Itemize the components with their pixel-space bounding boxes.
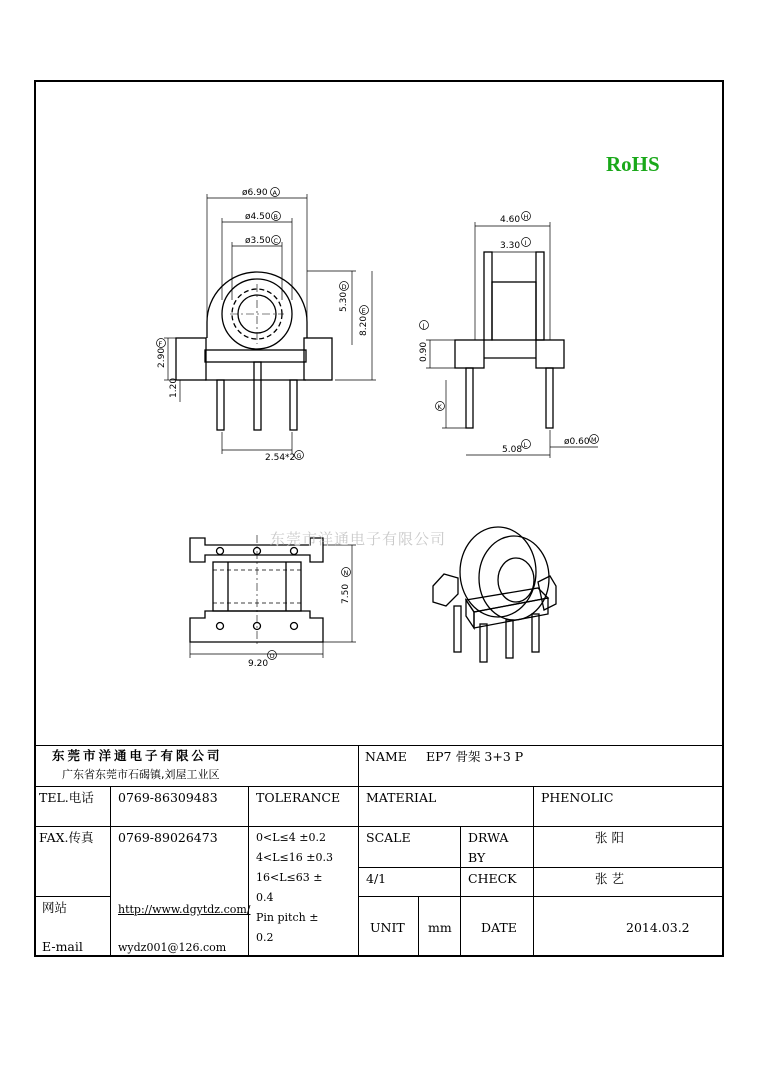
dim-0-60: ø0.60 [564, 437, 590, 447]
fax-label: FAX.传真 [39, 830, 94, 845]
tag-D: D [341, 283, 347, 291]
tolerance-line-4: 0.4 [256, 891, 274, 904]
check-label: CHECK [468, 871, 517, 886]
dim-2-90: 2.90 [157, 347, 167, 368]
tag-H: H [523, 213, 529, 221]
tag-C: C [273, 237, 279, 245]
dim-8-20: 8.20 [359, 315, 369, 336]
tag-N: N [343, 569, 349, 577]
date-label: DATE [481, 920, 517, 935]
dim-6-90: ø6.90 [242, 188, 268, 198]
dim-4-50: ø4.50 [245, 212, 271, 222]
tolerance-line-3: 16<L≤63 ± [256, 871, 323, 884]
dim-0-90: 0.90 [419, 341, 429, 362]
watermark: 东莞市洋通电子有限公司 [270, 530, 447, 548]
rohs-badge: RoHS [606, 152, 660, 176]
dim-5-08: 5.08 [502, 445, 523, 455]
tel-label: TEL.电话 [39, 790, 94, 805]
drawn-by-value: 张 阳 [595, 830, 624, 845]
tag-A: A [272, 189, 277, 197]
name-label: NAME [365, 749, 407, 764]
unit-value: mm [428, 920, 452, 935]
check-value: 张 艺 [595, 871, 624, 886]
tag-F: F [158, 340, 163, 348]
tag-L: L [523, 441, 528, 449]
company-address: 广东省东莞市石碣镇,刘屋工业区 [62, 768, 220, 781]
tolerance-line-6: 0.2 [256, 931, 274, 944]
website-label: 网站 [42, 900, 68, 915]
scale-label: SCALE [366, 830, 411, 845]
tag-G: G [296, 452, 302, 460]
dim-7-50: 7.50 [341, 583, 351, 604]
dim-1-20: 1.20 [169, 377, 179, 398]
tag-E: E [361, 307, 366, 315]
drawn-by-label-2: BY [468, 850, 486, 865]
website-link[interactable]: http://www.dgytdz.com/ [118, 903, 251, 916]
fax-value: 0769-89026473 [118, 830, 218, 845]
material-value: PHENOLIC [541, 790, 614, 805]
scale-value: 4/1 [366, 871, 387, 886]
tag-I: I [524, 239, 527, 247]
title-block [34, 745, 724, 957]
tolerance-line-5: Pin pitch ± [256, 911, 319, 924]
tolerance-line-2: 4<L≤16 ±0.3 [256, 851, 333, 864]
dim-3-50: ø3.50 [245, 236, 271, 246]
tag-O: O [269, 652, 275, 660]
tag-B: B [273, 213, 278, 221]
bottom-view [190, 535, 356, 658]
drawn-by-label-1: DRWA [468, 830, 509, 845]
date-value: 2014.03.2 [626, 920, 690, 935]
tag-J: J [422, 322, 425, 330]
dim-4-60: 4.60 [500, 215, 521, 225]
unit-label: UNIT [370, 920, 405, 935]
part-name: EP7 骨架 3+3 P [426, 749, 524, 764]
dim-9-20: 9.20 [248, 659, 269, 669]
tel-value: 0769-86309483 [118, 790, 218, 805]
tag-M: M [591, 436, 597, 444]
dim-5-30: 5.30 [339, 291, 349, 312]
dim-3-30: 3.30 [500, 241, 521, 251]
company-name: 东莞市洋通电子有限公司 [52, 748, 223, 763]
side-view [426, 222, 598, 458]
tolerance-label: TOLERANCE [256, 790, 341, 805]
tag-K: K [437, 403, 442, 411]
tolerance-line-1: 0<L≤4 ±0.2 [256, 831, 326, 844]
email-value: wydz001@126.com [118, 941, 227, 954]
material-label: MATERIAL [366, 790, 437, 805]
email-label: E-mail [42, 939, 83, 954]
isometric-view [433, 527, 556, 662]
dim-pitch: 2.54*2 [265, 453, 296, 463]
front-view [164, 194, 376, 454]
